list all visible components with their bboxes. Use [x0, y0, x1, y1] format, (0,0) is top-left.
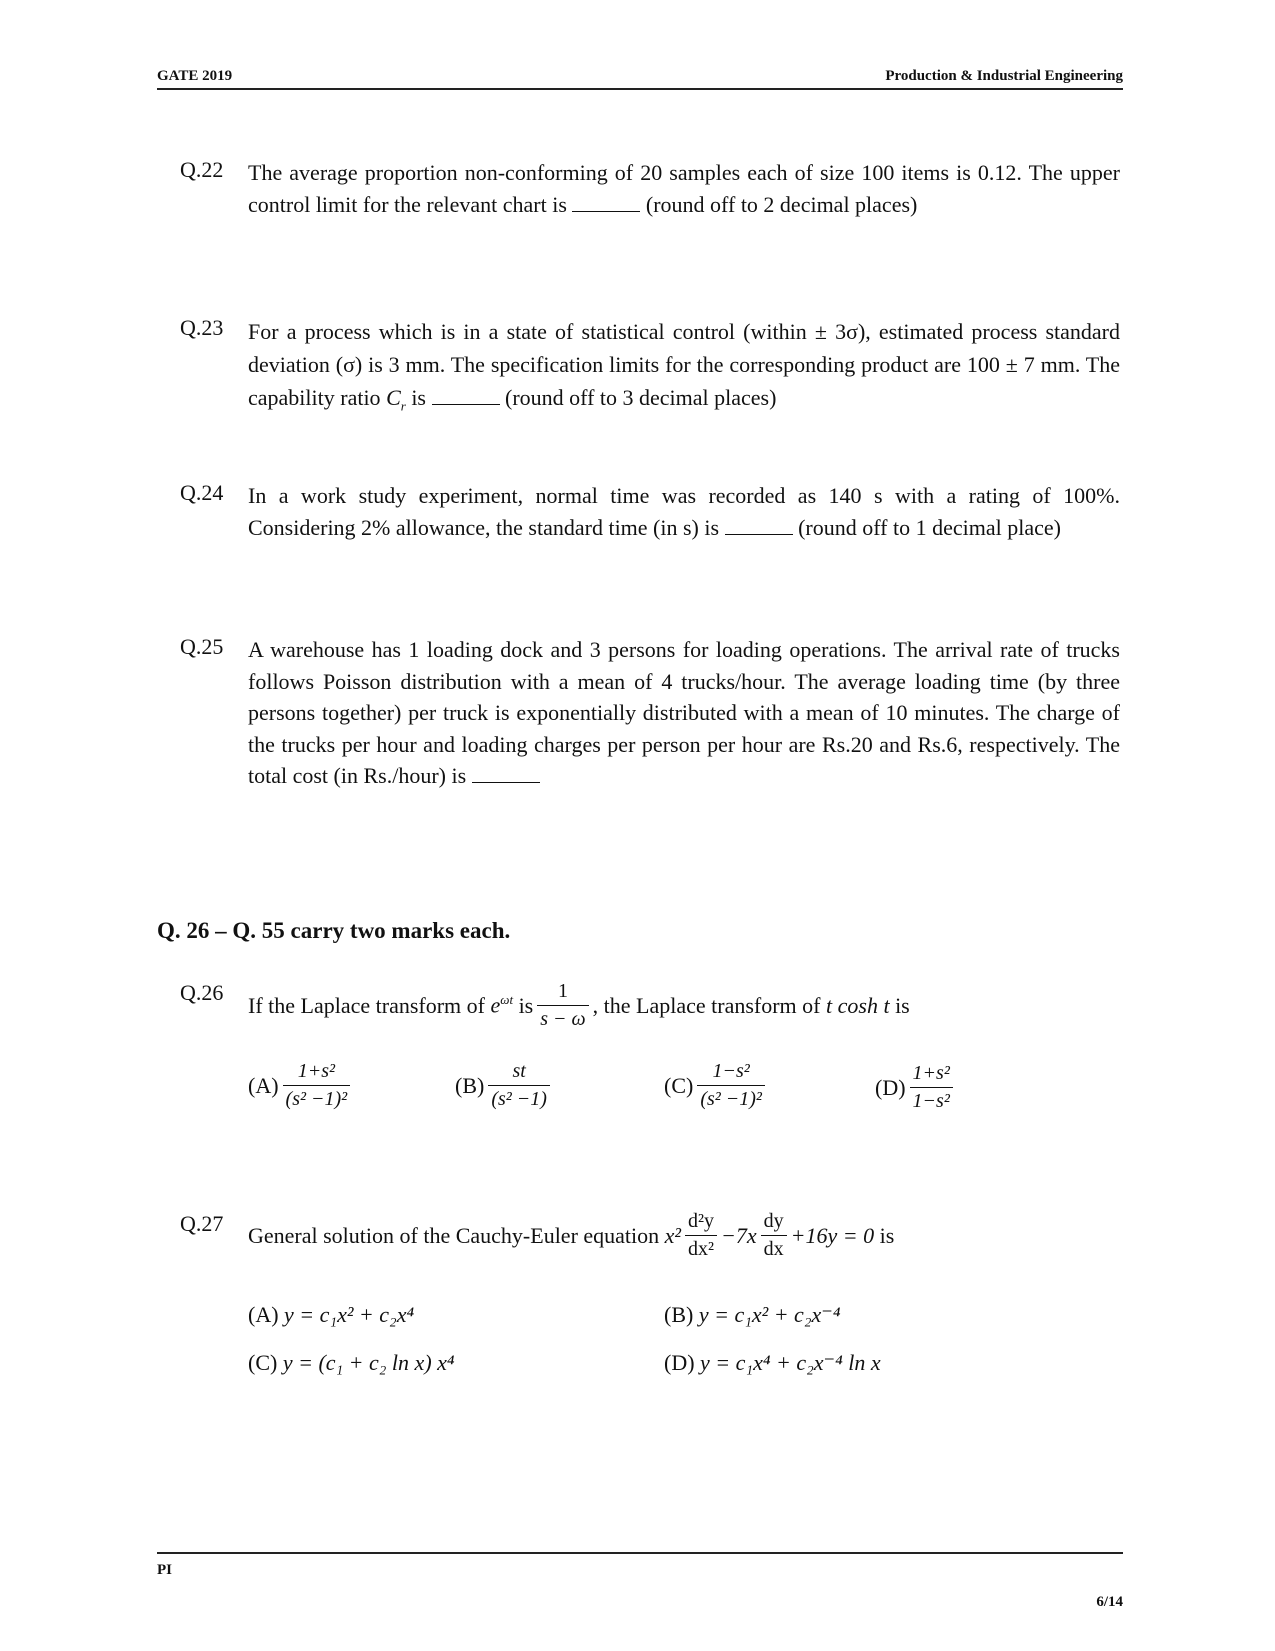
q23-text	[248, 315, 1120, 422]
q24-text	[248, 480, 1120, 543]
q23-text-a: For a process which is in a state of statistical control (within ± 3σ), estimated process standard deviation (σ) is 3 mm. The specification limits for the corresponding product are 100 ± 7 mm. The capability ratio	[248, 319, 1120, 410]
q27-option-c[interactable]	[248, 1350, 455, 1376]
q27-option-b[interactable]	[664, 1302, 841, 1328]
q22-blank	[572, 193, 640, 212]
q27-option-b-expr: y = c₁x² + c₂x⁻⁴	[698, 1302, 841, 1327]
header-paper-name: Production & Industrial Engineering	[885, 68, 1123, 84]
q24-text-b: (round off to 1 decimal place)	[798, 514, 1061, 540]
q24-number: Q.24	[180, 480, 224, 505]
q22-text-b: (round off to 2 decimal places)	[645, 191, 918, 217]
section-heading: Q. 26 – Q. 55 carry two marks each.	[157, 918, 511, 943]
q27-option-a-label: (A)	[248, 1302, 279, 1327]
q26-option-a-expr: $\frac{\text{1+s²}}{\text{(s² −1)²}}$	[283, 1060, 351, 1111]
q26-option-a-label: (A)	[248, 1072, 279, 1098]
q27-option-d[interactable]	[664, 1350, 881, 1376]
q26-option-d-label: (D)	[875, 1074, 906, 1100]
q27-option-c-label: (C)	[248, 1350, 278, 1375]
q23-text-is: is	[411, 385, 426, 410]
q26-option-c-expr: $\frac{\text{1−s²}}{\text{(s² −1)²}}$	[697, 1060, 765, 1111]
footer-rule	[157, 1552, 1123, 1554]
q25-text-a: A warehouse has 1 loading dock and 3 persons for loading operations. The arrival rate of trucks follows Poisson distribution with a mean of 4 trucks/hour. The average loading time (by three persons together) per truck is exponentially distributed with a mean of 10 minutes. The charge of the trucks per hour and loading charges per person per hour are Rs.20 and Rs.6, respectively. The total cost (in Rs./hour) is	[248, 637, 1120, 788]
q26-is: is	[518, 992, 534, 1018]
header-rule	[157, 88, 1123, 90]
q26-stem-c: is	[895, 992, 910, 1018]
q25-text	[248, 634, 1120, 792]
q26-stem	[248, 980, 910, 1031]
q26-option-c-label: (C)	[664, 1072, 694, 1098]
q27-mid: −7x	[721, 1222, 757, 1248]
q26-option-d[interactable]	[875, 1062, 957, 1113]
q26-fraction: $\frac{1}{s - \omega}$	[537, 980, 588, 1031]
q27-option-c-expr: y = (c₁ + c₂ ln x) x⁴	[282, 1350, 455, 1375]
q27-option-a-expr: y = c₁x² + c₂x⁴	[284, 1302, 415, 1327]
q27-stem	[248, 1210, 894, 1261]
q22-number: Q.22	[180, 157, 224, 182]
q27-option-a[interactable]	[248, 1302, 414, 1328]
q26-option-a[interactable]	[248, 1060, 354, 1111]
q27-option-d-expr: y = c₁x⁴ + c₂x⁻⁴ ln x	[700, 1350, 881, 1375]
q23-blank	[432, 386, 500, 405]
q27-d2y-dx2: $\frac{\text{d²y}}{\text{dx²}}$	[685, 1210, 717, 1261]
q27-dy-dx: $\frac{dy}{dx}$	[761, 1210, 787, 1261]
header-exam-title: GATE 2019	[157, 68, 233, 84]
footer-code: PI	[157, 1562, 172, 1578]
q27-number: Q.27	[180, 1211, 224, 1236]
q26-option-c[interactable]	[664, 1060, 769, 1111]
q27-option-b-label: (B)	[664, 1302, 694, 1327]
q23-number: Q.23	[180, 315, 224, 340]
q22-text-a: The average proportion non-conforming of 20 samples each of size 100 items is 0.12. The upper control limit for the relevant chart is	[248, 160, 1120, 217]
q23-cr: $C_r$	[386, 385, 406, 414]
q27-stem-a: General solution of the Cauchy-Euler equation	[248, 1222, 660, 1248]
q26-stem-b: , the Laplace transform of	[592, 992, 821, 1018]
q25-blank	[472, 764, 540, 783]
q26-exp: $e^{\omega t}$	[490, 992, 514, 1018]
q27-x2: x²	[664, 1222, 682, 1248]
q26-option-b-label: (B)	[455, 1072, 485, 1098]
q26-option-b[interactable]	[455, 1060, 554, 1111]
q27-is: is	[879, 1222, 895, 1248]
q24-text-a: In a work study experiment, normal time was recorded as 140 s with a rating of 100%. Considering 2% allowance, the standard time (in s) is	[248, 483, 1120, 540]
q23-text-b: (round off to 3 decimal places)	[505, 385, 777, 410]
q24-blank	[725, 516, 793, 535]
q22-text	[248, 157, 1120, 220]
q25-number: Q.25	[180, 634, 224, 659]
q27-option-d-label: (D)	[664, 1350, 695, 1375]
q26-tcosh: t cosh t	[826, 992, 890, 1018]
q27-end: +16y = 0	[790, 1222, 875, 1248]
q26-option-d-expr: $\frac{\text{1+s²}}{\text{1−s²}}$	[910, 1062, 953, 1113]
q26-stem-a: If the Laplace transform of	[248, 992, 485, 1018]
page-number: 6/14	[1096, 1594, 1123, 1610]
q26-option-b-expr: $\frac{st}{\text{(s² −1)}}$	[488, 1060, 550, 1111]
q26-number: Q.26	[180, 980, 224, 1005]
